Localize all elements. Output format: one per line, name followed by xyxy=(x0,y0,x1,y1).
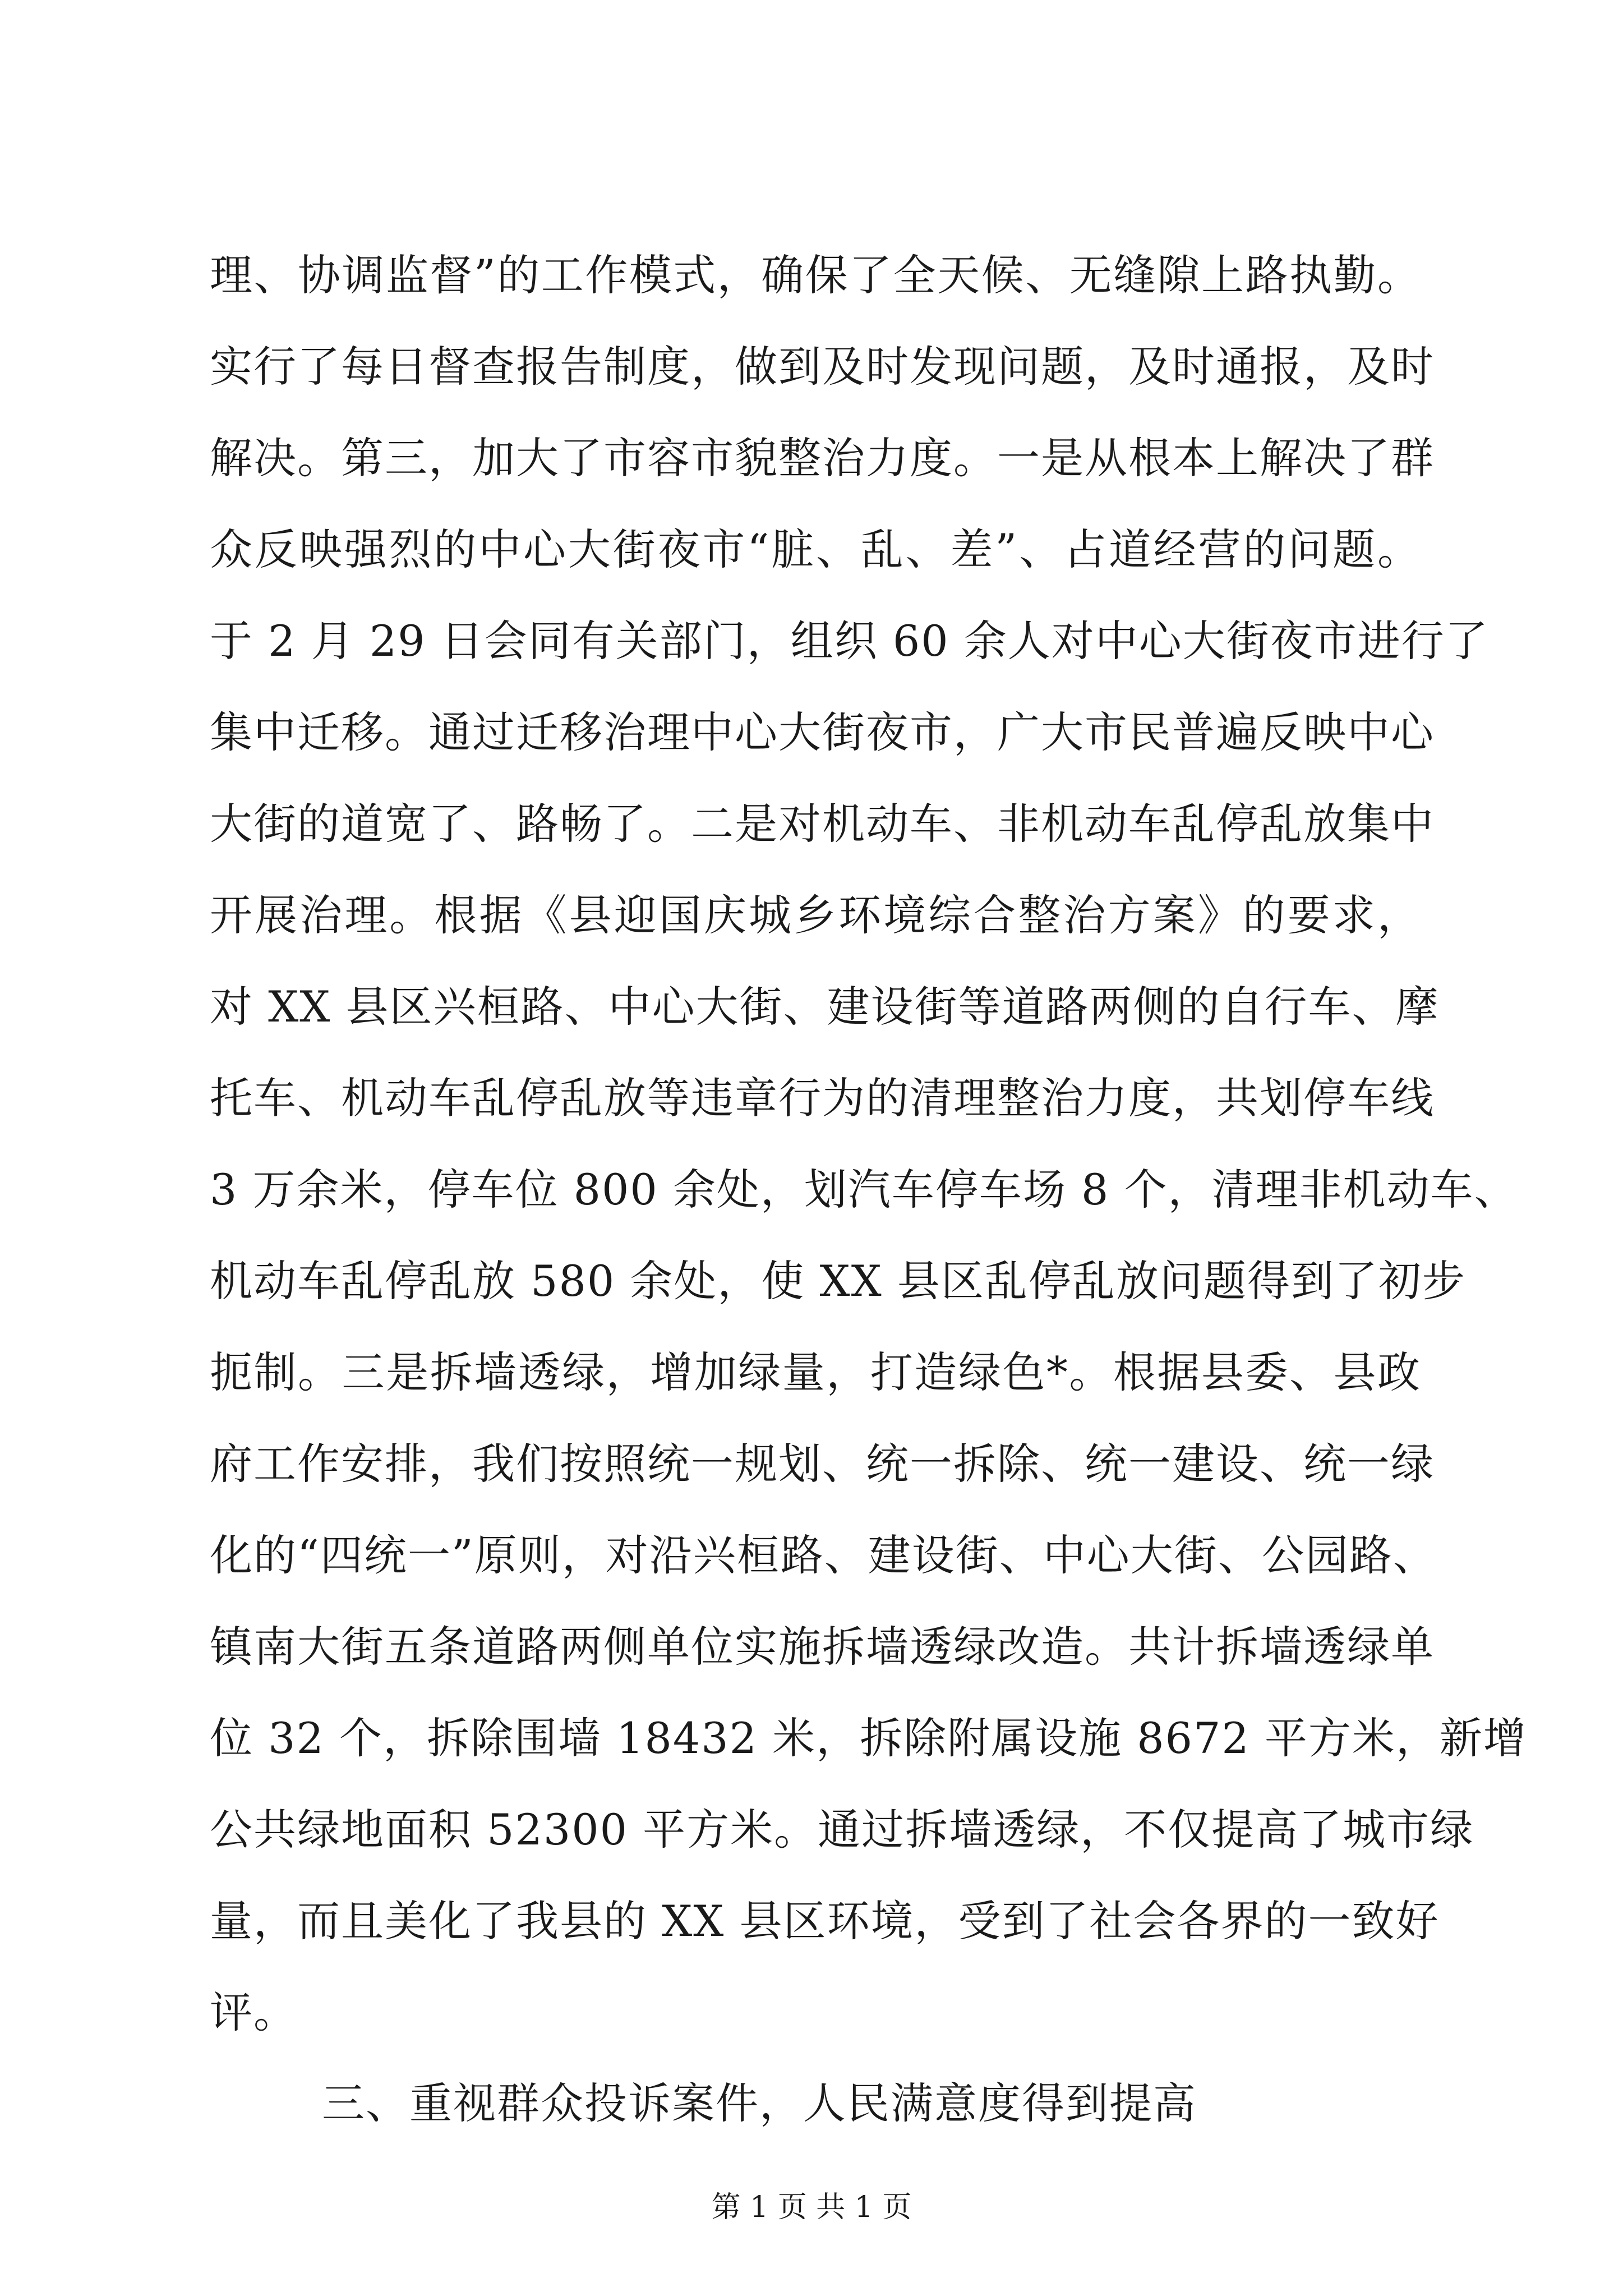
body-line: 对 XX 县区兴桓路、中心大街、建设街等道路两侧的自行车、摩 xyxy=(210,982,1440,1032)
body-line: 化的“四统一”原则，对沿兴桓路、建设街、中心大街、公园路、 xyxy=(210,1530,1437,1580)
body-line: 评。 xyxy=(210,1987,297,2037)
section-heading: 三、重视群众投诉案件，人民满意度得到提高 xyxy=(322,2078,1197,2128)
body-line: 公共绿地面积 52300 平方米。通过拆墙透绿，不仅提高了城市绿 xyxy=(210,1805,1474,1855)
body-line: 集中迁移。通过迁移治理中心大街夜市，广大市民普遍反映中心 xyxy=(210,707,1435,757)
body-line: 于 2 月 29 日会同有关部门，组织 60 余人对中心大街夜市进行了 xyxy=(210,616,1489,666)
body-line: 量，而且美化了我县的 XX 县区环境，受到了社会各界的一致好 xyxy=(210,1896,1440,1946)
body-line: 理、协调监督”的工作模式，确保了全天候、无缝隙上路执勤。 xyxy=(210,250,1421,300)
page-footer: 第 1 页 共 1 页 xyxy=(711,2191,912,2224)
body-line: 托车、机动车乱停乱放等违章行为的清理整治力度，共划停车线 xyxy=(210,1073,1435,1123)
body-line: 镇南大街五条道路两侧单位实施拆墙透绿改造。共计拆墙透绿单 xyxy=(210,1622,1435,1672)
body-line: 位 32 个，拆除围墙 18432 米，拆除附属设施 8672 平方米，新增 xyxy=(210,1713,1527,1763)
body-line: 实行了每日督查报告制度，做到及时发现问题，及时通报，及时 xyxy=(210,342,1435,392)
body-line: 3 万余米，停车位 800 余处，划汽车停车场 8 个，清理非机动车、 xyxy=(210,1165,1518,1214)
body-line: 开展治理。根据《县迎国庆城乡环境综合整治方案》的要求， xyxy=(210,890,1421,940)
body-line: 府工作安排，我们按照统一规划、统一拆除、统一建设、统一绿 xyxy=(210,1439,1435,1489)
body-line: 众反映强烈的中心大街夜市“脏、乱、差”、占道经营的问题。 xyxy=(210,524,1421,574)
body-line: 解决。第三，加大了市容市貌整治力度。一是从根本上解决了群 xyxy=(210,433,1435,483)
body-line: 机动车乱停乱放 580 余处，使 XX 县区乱停乱放问题得到了初步 xyxy=(210,1256,1466,1306)
body-line: 大街的道宽了、路畅了。二是对机动车、非机动车乱停乱放集中 xyxy=(210,799,1435,849)
body-line: 扼制。三是拆墙透绿，增加绿量，打造绿色*。根据县委、县政 xyxy=(210,1347,1421,1397)
